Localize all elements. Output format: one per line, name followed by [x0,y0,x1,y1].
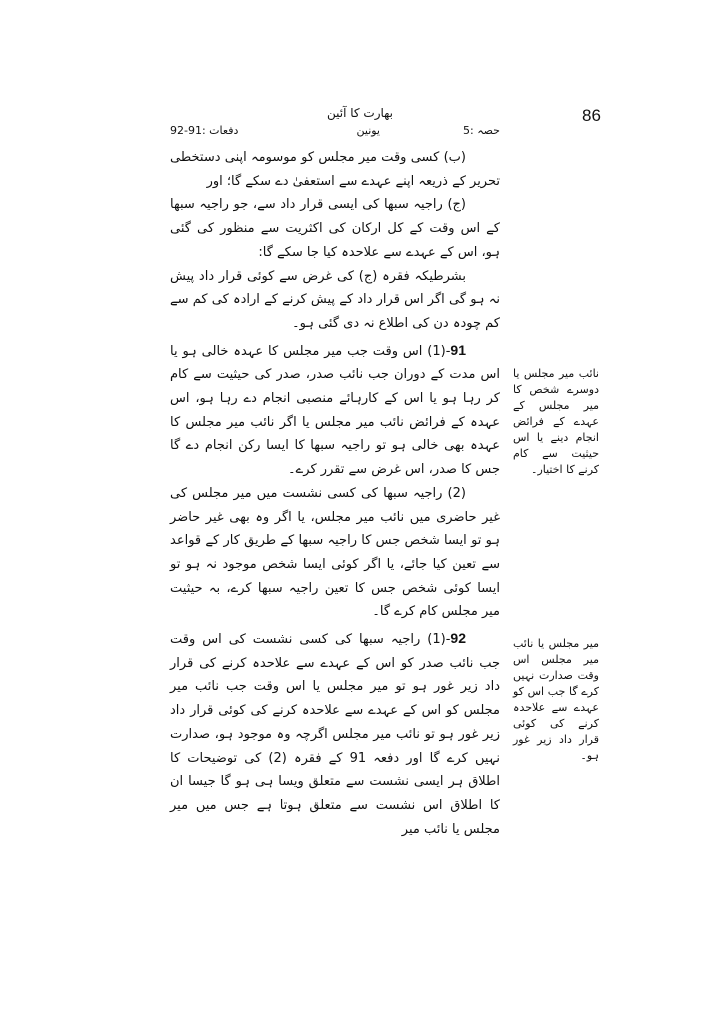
margin-note-section-91: نائب میر مجلس یا دوسرے شخص کا میر مجلس کے عہدے کے فرائض انجام دینے یا اس حیثیت سے کام کرنے کا اختیار۔ [513,367,599,476]
page-number: 86 [582,106,601,125]
section-92-clause-1 [170,627,500,841]
section-92-number: 92 [450,630,466,647]
proviso: بشرطیکہ فقرہ (ج) کی غرض سے کوئی قرار داد پیش نہ ہو گی اگر اس قرار داد کے پیش کرنے کے ارادہ کی کم سے کم چودہ دن کی اطلاع نہ دی گئی ہو۔ [170,268,500,331]
margin-note-section-92: میر مجلس یا نائب میر مجلس اس وقت صدارت نہیں کرے گا جب اس کو عہدے سے علاحدہ کرنے کی کوئی قرار داد زیر غور ہو۔ [513,637,599,762]
section-91-clause-1-text: -(1) اس وقت جب میر مجلس کا عہدہ خالی ہو یا اس مدت کے دوران جب نائب صدر، صدر کی حیثیت سے کام کر رہا ہو یا اس کے کارہائے منصبی انجام دے رہا ہو، اس عہدہ کے فرائض نائب میر مجلس یا اگر نائب میر مجلس کا عہدہ بھی خالی ہو تو راجیہ سبھا کا ایسا رکن انجام دے گا جس کا صدر، اس غرض سے تقرر کرے۔ [170,343,500,478]
clause-b: (ب) کسی وقت میر مجلس کو موسومہ اپنی دستخطی تحریر کے ذریعہ اپنے عہدے سے استعفیٰ دے سکے گا؛ اور [170,150,500,189]
section-91-clause-1 [170,339,500,482]
running-header-title: بھارت کا آئین [326,106,394,120]
clause-c: (ج) راجیہ سبھا کی ایسی قرار داد سے، جو راجیہ سبھا کے اس وقت کے کل ارکان کی اکثریت سے منظور کی گئی ہو، اس کے عہدے سے علاحدہ کیا جا سکے گا: [170,197,500,260]
main-text-column [170,146,500,841]
header-chapter: یونین [356,124,380,137]
section-91-number: 91 [450,341,466,358]
running-header-row [170,124,500,140]
header-part: حصہ :5 [463,124,500,137]
section-92-clause-1-text: -(1) راجیہ سبھا کی کسی نشست کی اس وقت جب نائب صدر کو اس کے عہدے سے علاحدہ کرنے کی قرار داد زیر غور ہو تو میر مجلس یا اس وقت جب نائب میر مجلس کو اس کے عہدے سے علاحدہ کرنے کی کوئی قرار داد زیر غور ہو تو نائب میر مجلس اگرچہ وہ موجود ہو، صدارت نہیں کرے گا اور دفعہ 91 کے فقرہ (2) کی توضیحات کا اطلاق ہر ایسی نشست سے متعلق ویسا ہی ہو گا جیسا ان کا اطلاق اس نشست سے متعلق ہوتا ہے جس میں میر مجلس یا نائب میر [170,632,501,837]
header-sections: دفعات :91-92 [170,124,239,137]
section-91-clause-2: (2) راجیہ سبھا کی کسی نشست میں میر مجلس کی غیر حاضری میں نائب میر مجلس، یا اگر وہ بھی غیر حاضر ہو تو ایسا شخص جس کا راجیہ سبھا کے طریق کار کے قواعد سے تعین کیا جائے، یا اگر کوئی ایسا شخص موجود نہ ہو تو ایسا کوئی شخص جس کا تعین راجیہ سبھا کرے، بہ حیثیت میر مجلس کام کرے گا۔ [170,485,500,620]
